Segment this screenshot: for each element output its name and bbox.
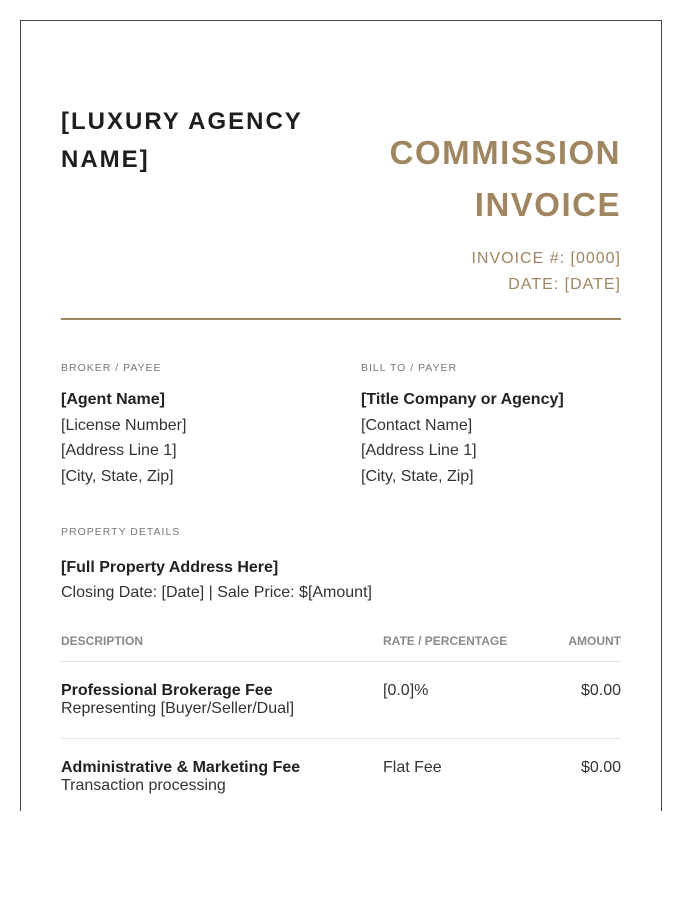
broker-label: BROKER / PAYEE [61,362,162,374]
row-rate: [0.0]% [383,682,429,699]
broker-address: [Address Line 1] [61,442,177,460]
row-rate: Flat Fee [383,759,442,776]
bill-to-label: BILL TO / PAYER [361,362,458,374]
invoice-number: INVOICE #: [0000] [471,250,621,267]
row-item-name: Administrative & Marketing Fee [61,759,301,776]
bill-to-city: [City, State, Zip] [361,468,474,486]
header-divider [61,318,621,320]
row-amount: $0.00 [580,759,621,776]
invoice-title-line2: INVOICE [474,186,621,223]
property-label: PROPERTY DETAILS [61,526,181,538]
broker-license: [License Number] [61,416,187,434]
row-amount: $0.00 [580,682,621,699]
table-header [61,633,621,662]
broker-city: [City, State, Zip] [61,468,174,486]
bill-to-address: [Address Line 1] [361,442,477,460]
property-section [61,525,621,605]
row-item-name: Professional Brokerage Fee [61,682,273,699]
bill-to-section [361,361,641,490]
broker-section [61,361,341,490]
table-row [61,739,621,811]
row-description [61,682,371,718]
broker-name: [Agent Name] [61,391,166,408]
invoice-title-line1: COMMISSION [389,134,621,171]
header-amount: AMOUNT [568,634,621,648]
agency-name: [LUXURY AGENCY NAME] [61,108,303,173]
invoice-title [301,127,621,231]
property-details: Closing Date: [Date] | Sale Price: $[Amount] [61,584,372,601]
bill-to-name: [Title Company or Agency] [361,391,564,408]
invoice-meta [321,246,621,298]
invoice-page [20,20,662,811]
row-description [61,759,371,795]
row-item-sub: Representing [Buyer/Seller/Dual] [61,700,295,717]
line-items-table [61,633,621,811]
row-item-sub: Transaction processing [61,777,226,794]
property-address: [Full Property Address Here] [61,559,279,576]
invoice-date: DATE: [DATE] [508,276,621,293]
table-row [61,662,621,739]
header-description: DESCRIPTION [61,634,144,648]
header-rate: RATE / PERCENTAGE [383,634,508,648]
bill-to-contact: [Contact Name] [361,416,473,434]
